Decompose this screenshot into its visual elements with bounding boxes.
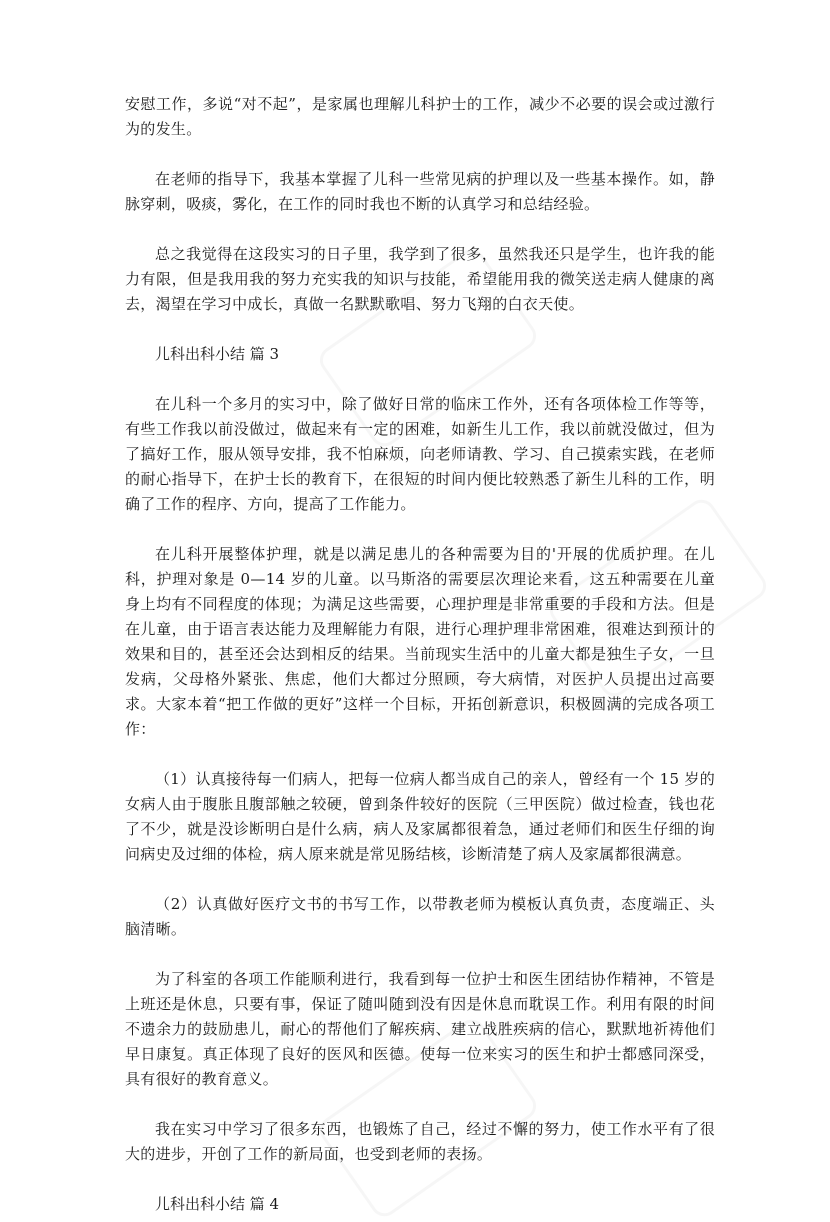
paragraph: （1）认真接待每一们病人，把每一位病人都当成自己的亲人，曾经有一个 15 岁的女病人由于腹胀且腹部触之较硬，曾到条件较好的医院（三甲医院）做过检查，钱也花了不少，就是没诊断明白是什么病，病人及家属都很着急，通过老师们和医生仔细的询问病史及过细的体检，病人原来就是常见肠结核，诊断清楚了病人及家属都很满意。	[125, 770, 715, 863]
paragraph: 我在实习中学习了很多东西，也锻炼了自己，经过不懈的努力，使工作水平有了很大的进步，开创了工作的新局面，也受到老师的表扬。	[125, 1120, 715, 1163]
paragraph: 在老师的指导下，我基本掌握了儿科一些常见病的护理以及一些基本操作。如，静脉穿刺，吸痰，雾化，在工作的同时我也不断的认真学习和总结经验。	[125, 170, 715, 213]
document-page	[125, 92, 715, 1217]
paragraph: 在儿科开展整体护理，就是以满足患儿的各种需要为目的'开展的优质护理。在儿科，护理对象是 0—14 岁的儿童。以马斯洛的需要层次理论来看，这五种需要在儿童身上均有不同程度的体现；为满足这些需要，心理护理是非常重要的手段和方法。但是在儿童，由于语言表达能力及理解能力有限，进行心理护理非常困难，很难达到预计的效果和目的，甚至还会达到相反的结果。当前现实生活中的儿童大都是独生子女，一旦发病，父母格外紧张、焦虑，他们大都过分照顾，夸大病情，对医护人员提出过高要求。大家本着“把工作做的更好”这样一个目标，开拓创新意识，积极圆满的完成各项工作：	[125, 545, 715, 738]
paragraph: 安慰工作，多说“对不起”，是家属也理解儿科护士的工作，减少不必要的误会或过激行为的发生。	[125, 95, 715, 138]
paragraph: 总之我觉得在这段实习的日子里，我学到了很多，虽然我还只是学生，也许我的能力有限，但是我用我的努力充实我的知识与技能，希望能用我的微笑送走病人健康的离去，渴望在学习中成长，真做一名默默歌唱、努力飞翔的白衣天使。	[125, 245, 715, 313]
paragraph: 在儿科一个多月的实习中，除了做好日常的临床工作外，还有各项体检工作等等，有些工作我以前没做过，做起来有一定的困难，如新生儿工作，我以前就没做过，但为了搞好工作，服从领导安排，我不怕麻烦，向老师请教、学习、自己摸索实践，在老师的耐心指导下，在护士长的教育下，在很短的时间内便比较熟悉了新生儿科的工作，明确了工作的程序、方向，提高了工作能力。	[125, 395, 715, 513]
paragraph: 为了科室的各项工作能顺利进行，我看到每一位护士和医生团结协作精神，不管是上班还是休息，只要有事，保证了随叫随到没有因是休息而耽误工作。利用有限的时间不遗余力的鼓励患儿，耐心的帮他们了解疾病、建立战胜疾病的信心，默默地祈祷他们早日康复。真正体现了良好的医风和医德。使每一位来实习的医生和护士都感同深受，具有很好的教育意义。	[125, 970, 715, 1088]
section-heading: 儿科出科小结 篇 3	[155, 345, 280, 363]
paragraph: （2）认真做好医疗文书的书写工作，以带教老师为模板认真负责，态度端正、头脑清晰。	[125, 895, 715, 938]
section-heading: 儿科出科小结 篇 4	[155, 1195, 280, 1213]
